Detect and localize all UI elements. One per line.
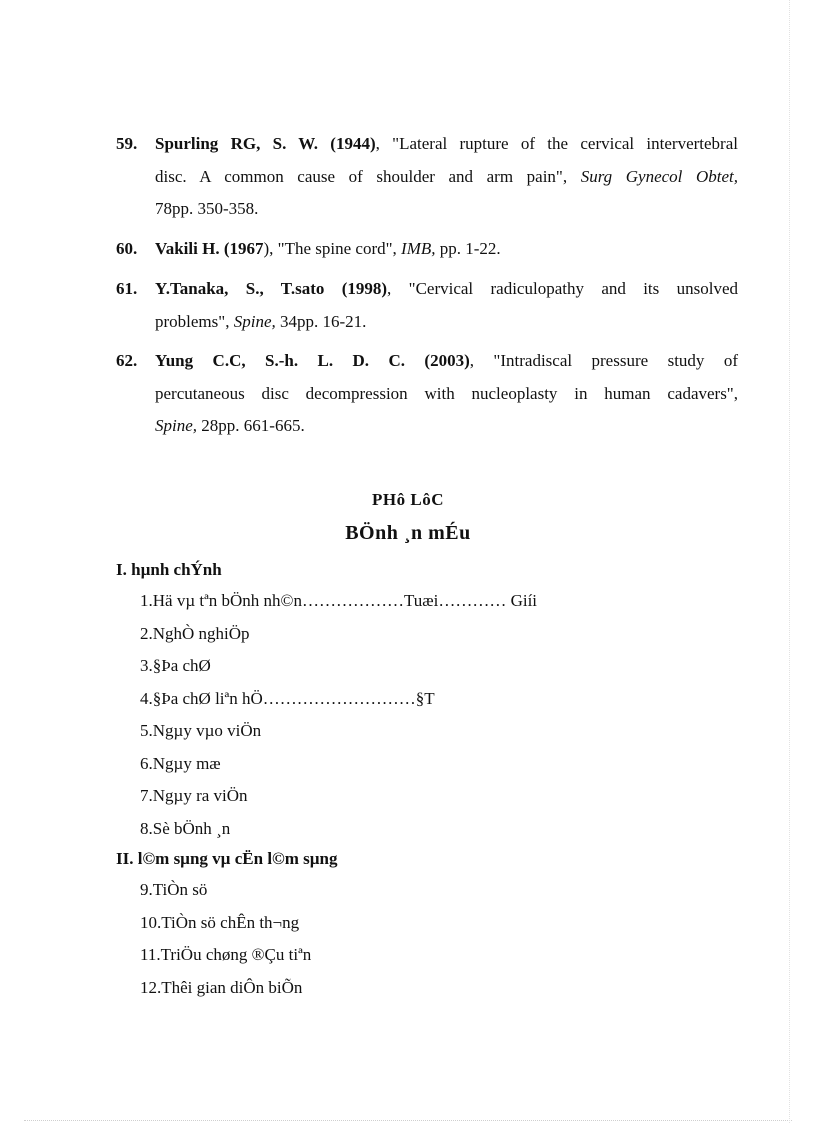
- form-field-label: 9.TiÒn sö: [140, 880, 208, 899]
- reference-segment: pp. 1-22.: [435, 239, 501, 258]
- reference-authors: Vakili H. (1967: [155, 239, 264, 258]
- reference-line: [155, 306, 738, 339]
- page-right-border: [789, 0, 790, 1123]
- reference-text: [155, 345, 738, 443]
- form-field-label: 2.NghÒ nghiÖp: [140, 623, 250, 643]
- form-field-label: 10.TiÒn sö chÊn th¬ng: [140, 912, 300, 932]
- reference-text: [155, 273, 738, 338]
- form-field-label: 1.Hä vµ tªn bÖnh nh©n………………Tuæi………… Giíi: [140, 591, 538, 610]
- reference-segment: 78pp. 350-358.: [155, 199, 259, 218]
- reference-journal: IMB,: [401, 239, 436, 258]
- form-field-label: 5.Ngµy vµo viÖn: [140, 721, 262, 740]
- reference-segment: , "Cervical radiculopathy and its unsolved: [387, 279, 738, 298]
- form-field-label: 6.Ngµy mæ: [140, 753, 221, 773]
- reference-number: 59.: [116, 134, 138, 153]
- reference-text: [155, 233, 738, 266]
- reference-authors: Y.Tanaka, S., T.sato (1998): [155, 279, 388, 298]
- reference-segment: , "Lateral rupture of the cervical intervertebral: [375, 134, 738, 153]
- reference-authors: Yung C.C, S.-h. L. D. C. (2003): [155, 351, 470, 370]
- reference-item: [116, 273, 738, 338]
- reference-item: [116, 233, 738, 266]
- reference-line: [155, 345, 738, 378]
- form-field-label: 4.§Þa chØ liªn hÖ………………………§T: [140, 688, 435, 708]
- reference-journal: Surg Gynecol Obtet,: [580, 166, 738, 186]
- form-field-label: 12.Thêi gian diÔn biÕn: [140, 977, 303, 997]
- reference-item: [116, 128, 738, 226]
- reference-text: [155, 128, 738, 226]
- appendix-title: PHô LôC: [372, 490, 444, 509]
- reference-line: [155, 193, 738, 226]
- reference-item: [116, 345, 738, 443]
- form-field-label: 7.Ngµy ra viÖn: [140, 786, 248, 805]
- form-field-label: 8.Sè bÖnh ¸n: [140, 818, 231, 838]
- section-heading-2: II. l©m sµng vµ cËn l©m sµng: [116, 849, 338, 868]
- reference-number: 62.: [116, 351, 138, 370]
- reference-authors: Spurling RG, S. W. (1944): [155, 134, 376, 153]
- form-field-label: 3.§Þa chØ: [140, 656, 211, 675]
- reference-segment: , "Intradiscal pressure study of: [469, 351, 739, 370]
- reference-segment: 34pp. 16-21.: [275, 311, 367, 331]
- reference-journal: Spine,: [233, 311, 276, 331]
- reference-line: [155, 128, 738, 161]
- reference-segment: disc. A common cause of shoulder and arm pain",: [155, 166, 581, 186]
- reference-number: 60.: [116, 239, 138, 258]
- reference-number: 61.: [116, 279, 138, 298]
- section-heading-1: I. hµnh chÝnh: [116, 560, 222, 579]
- reference-line: [155, 410, 738, 443]
- reference-line: [155, 273, 738, 306]
- form-field-label: 11.TriÖu chøng ®Çu tiªn: [140, 945, 312, 964]
- reference-segment: problems",: [155, 311, 234, 331]
- page-bottom-border: [24, 1120, 792, 1121]
- reference-line: [155, 161, 738, 194]
- reference-line: [155, 378, 738, 411]
- reference-journal: Spine,: [155, 416, 198, 435]
- reference-segment: ), "The spine cord",: [263, 239, 402, 258]
- appendix-subtitle: BÖnh ¸n mÉu: [345, 522, 471, 544]
- reference-line: [155, 233, 738, 266]
- reference-segment: percutaneous disc decompression with nucleoplasty in human cadavers",: [155, 383, 738, 403]
- reference-segment: 28pp. 661-665.: [197, 416, 305, 435]
